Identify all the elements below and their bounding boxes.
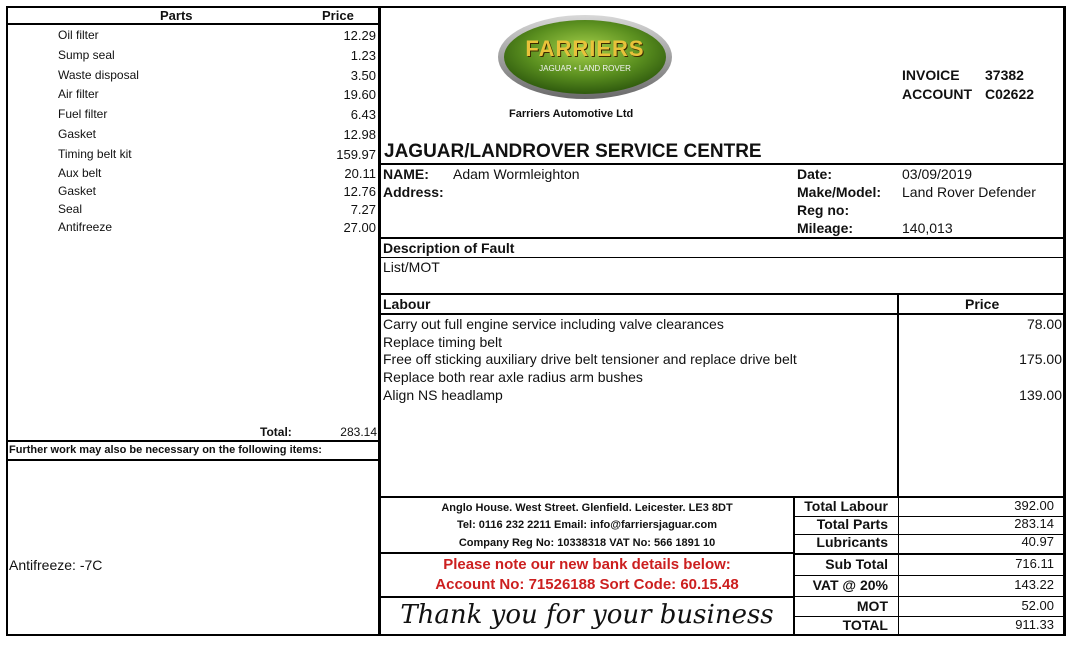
mileage-value: 140,013 [902, 220, 953, 236]
logo-text: FARRIERS [525, 36, 645, 61]
totals-value: 392.00 [1014, 498, 1054, 513]
totals-value: 40.97 [1021, 534, 1054, 549]
part-name: Seal [58, 202, 83, 216]
totals-row [794, 617, 1066, 636]
further-work-title: Further work may also be necessary on the following items: [9, 444, 322, 456]
totals-value: 911.33 [1015, 617, 1054, 632]
totals-label: Total Labour [804, 498, 888, 514]
further-work-note: Antifreeze: -7C [9, 557, 103, 573]
parts-row [10, 66, 378, 85]
footer-contact: Tel: 0116 232 2211 Email: info@farriersjaguar.com [457, 519, 717, 531]
parts-row [10, 218, 378, 237]
part-name: Timing belt kit [58, 147, 132, 161]
totals-value: 143.22 [1014, 577, 1054, 592]
invoice-label: INVOICE [902, 67, 960, 83]
labour-item: Replace both rear axle radius arm bushes [383, 369, 643, 385]
parts-price-header: Price [322, 8, 354, 23]
make-model-value: Land Rover Defender [902, 184, 1036, 200]
totals-label: Total Parts [816, 516, 888, 532]
bank-details: Account No: 71526188 Sort Code: 60.15.48 [435, 576, 739, 593]
part-price: 12.76 [343, 184, 376, 199]
totals-label: VAT @ 20% [812, 577, 888, 593]
parts-row [10, 85, 378, 104]
further-work-top-divider [6, 440, 380, 442]
totals-label: MOT [856, 598, 888, 614]
invoice-number: 37382 [985, 67, 1024, 83]
part-price: 12.98 [343, 127, 376, 142]
parts-row [10, 125, 378, 144]
labour-item: Replace timing belt [383, 334, 503, 350]
labour-item: Align NS headlamp [383, 387, 503, 403]
part-price: 12.29 [343, 28, 376, 43]
totals-row-divider [794, 553, 1066, 555]
totals-value: 283.14 [1014, 516, 1054, 531]
heading-divider [379, 163, 1066, 165]
parts-header-divider [6, 23, 380, 25]
footer-company-reg: Company Reg No: 10338318 VAT No: 566 1891 10 [458, 537, 716, 549]
part-price: 7.27 [350, 202, 376, 217]
logo-subtext: JAGUAR • LAND ROVER [539, 64, 631, 73]
labour-price: 78.00 [1026, 316, 1062, 332]
labour-price: 175.00 [1019, 351, 1062, 367]
part-name: Oil filter [58, 28, 99, 42]
parts-row [10, 145, 378, 164]
thanks-top-divider [379, 596, 794, 598]
fault-divider [379, 293, 1066, 295]
totals-label: Sub Total [825, 556, 888, 572]
fault-title: Description of Fault [383, 240, 515, 256]
further-work-bottom-divider [6, 459, 380, 461]
account-number: C02622 [985, 86, 1035, 102]
totals-value: 716.11 [1015, 556, 1054, 571]
parts-total-label: Total: [260, 425, 292, 439]
mileage-label: Mileage: [797, 220, 854, 236]
parts-row [10, 200, 378, 219]
part-price: 159.97 [336, 147, 376, 162]
customer-divider [379, 237, 1066, 239]
labour-item: Carry out full engine service including valve clearances [383, 316, 724, 332]
service-centre-heading: JAGUAR/LANDROVER SERVICE CENTRE [384, 141, 762, 162]
labour-price-title: Price [965, 296, 1000, 312]
labour-item: Free off sticking auxiliary drive belt tensioner and replace drive belt [383, 351, 797, 367]
totals-row [794, 598, 1066, 617]
part-name: Gasket [58, 184, 97, 198]
totals-value: 52.00 [1021, 598, 1054, 613]
labour-title: Labour [383, 296, 431, 312]
farriers-logo [497, 14, 673, 100]
part-name: Aux belt [58, 166, 102, 180]
name-value: Adam Wormleighton [453, 166, 580, 182]
name-label: NAME: [383, 166, 429, 182]
part-name: Antifreeze [58, 220, 113, 234]
address-label: Address: [383, 184, 444, 200]
parts-row [10, 182, 378, 201]
part-price: 3.50 [350, 68, 376, 83]
part-price: 19.60 [343, 87, 376, 102]
totals-label: TOTAL [842, 617, 888, 633]
footer-address: Anglo House. West Street. Glenfield. Leicester. LE3 8DT [441, 502, 733, 514]
thank-you-message: Thank you for your business [400, 600, 774, 630]
date-label: Date: [797, 166, 833, 182]
part-name: Gasket [58, 127, 97, 141]
totals-row-divider [794, 596, 1066, 597]
totals-row-divider [794, 575, 1066, 576]
part-price: 27.00 [343, 220, 376, 235]
parts-row [10, 46, 378, 65]
totals-row [794, 498, 1066, 517]
account-label: ACCOUNT [902, 86, 972, 102]
parts-row [10, 26, 378, 45]
totals-row [794, 577, 1066, 596]
part-price: 1.23 [350, 48, 376, 63]
totals-row [794, 516, 1066, 535]
parts-header: Parts [160, 8, 193, 23]
fault-title-divider [379, 257, 1066, 258]
labour-price-column-divider [897, 293, 899, 496]
parts-total-value: 283.14 [340, 425, 377, 439]
date-value: 03/09/2019 [902, 166, 973, 182]
part-price: 6.43 [350, 107, 376, 122]
parts-row [10, 164, 378, 183]
totals-label: Lubricants [816, 534, 888, 550]
part-name: Waste disposal [58, 68, 139, 82]
totals-row [794, 556, 1066, 575]
part-price: 20.11 [344, 166, 376, 181]
fault-text: List/MOT [383, 259, 440, 275]
bank-notice: Please note our new bank details below: [443, 556, 731, 573]
company-name: Farriers Automotive Ltd [509, 108, 634, 120]
part-name: Air filter [58, 87, 99, 101]
labour-header-divider [379, 313, 1066, 315]
totals-row [794, 534, 1066, 553]
part-name: Fuel filter [58, 107, 108, 121]
bank-notice-top-divider [379, 552, 794, 554]
reg-label: Reg no: [797, 202, 850, 218]
make-model-label: Make/Model: [797, 184, 882, 200]
part-name: Sump seal [58, 48, 115, 62]
labour-price: 139.00 [1019, 387, 1062, 403]
parts-row [10, 105, 378, 124]
